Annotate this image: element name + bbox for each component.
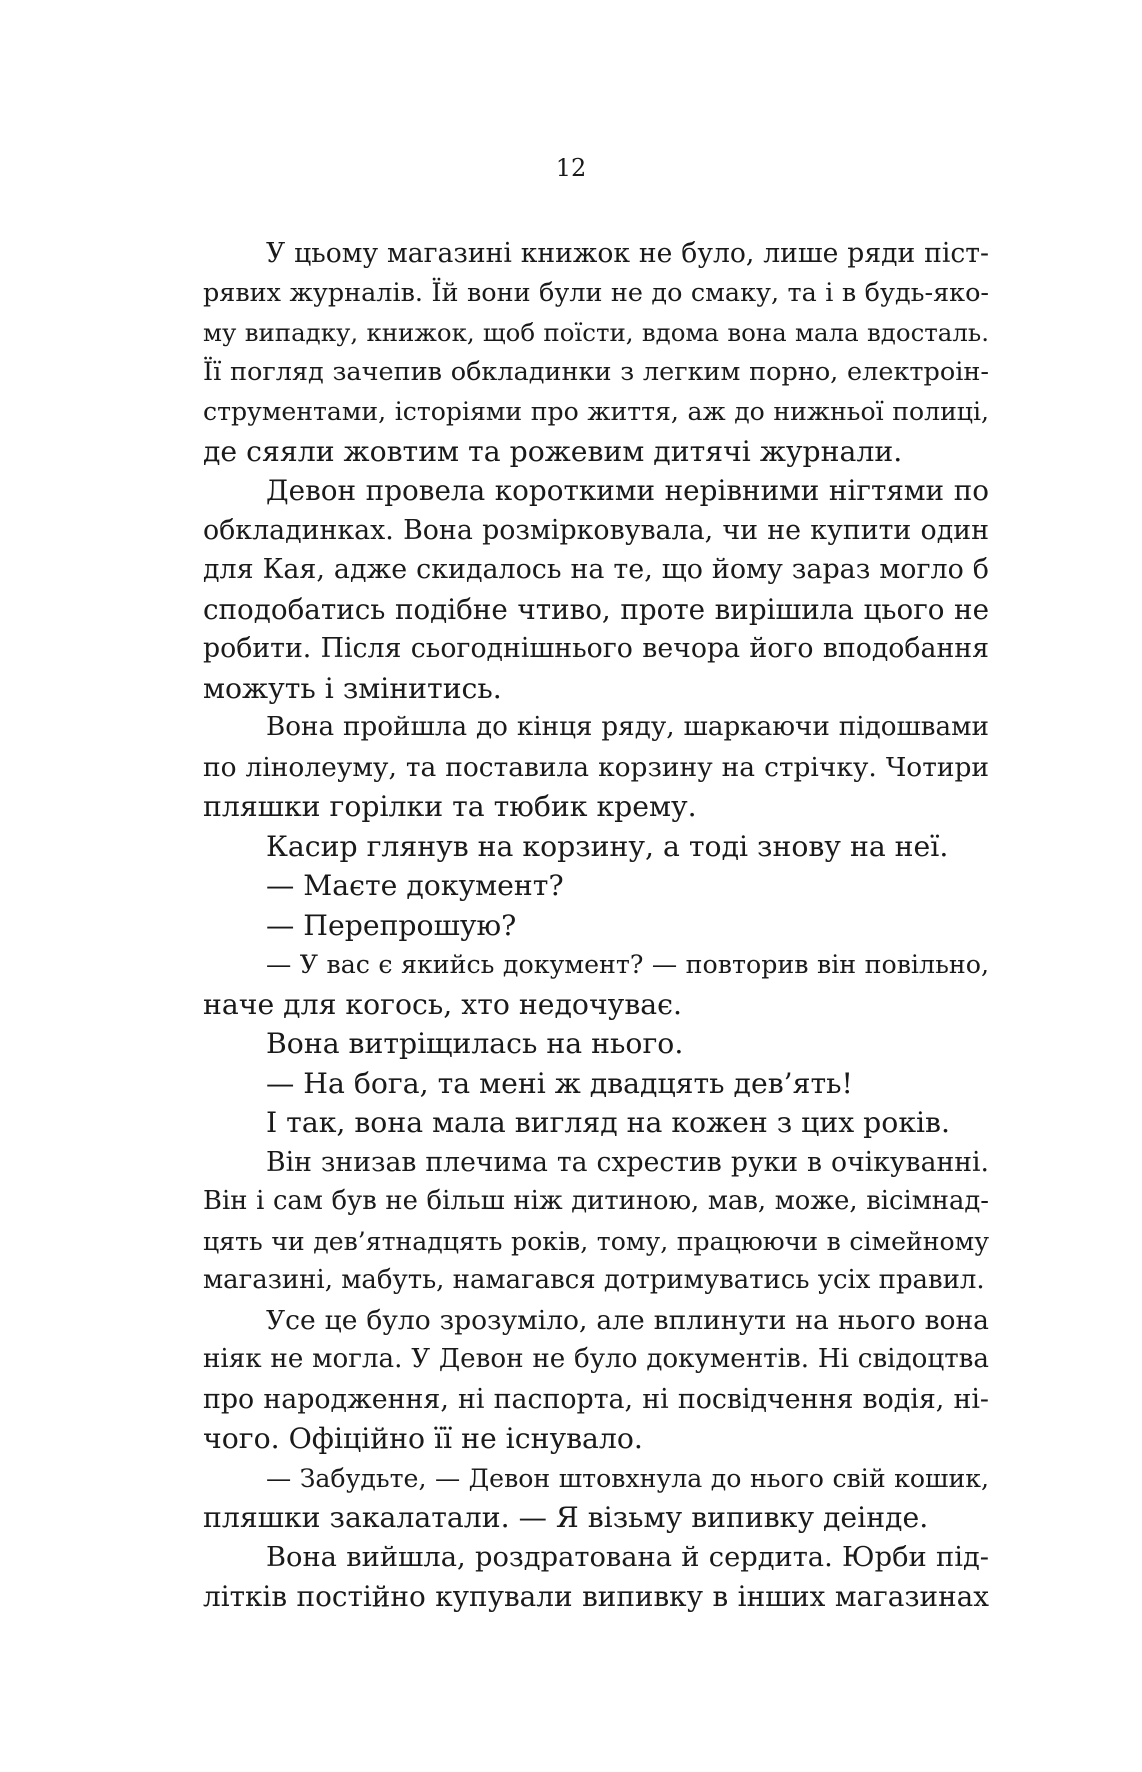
- text-line: — Маєте документ?: [266, 869, 564, 902]
- text-line: струментами, історіями про життя, аж до нижньої полиці,: [203, 397, 989, 426]
- text-line: Вона витріщилась на нього.: [266, 1027, 684, 1060]
- text-line: можуть і змінитись.: [203, 671, 502, 705]
- text-line: цять чи дев’ятнадцять років, тому, працюючи в сімейному: [203, 1226, 989, 1256]
- text-line: У цьому магазині книжок не було, лише ряди піст-: [266, 238, 989, 269]
- text-line: му випадку, книжок, щоб поїсти, вдома вона мала вдосталь.: [203, 318, 989, 347]
- text-line: Її погляд зачепив обкладинки з легким порно, електроін-: [203, 356, 989, 387]
- text-line: Усе це було зрозуміло, але вплинути на нього вона: [266, 1304, 989, 1336]
- text-line: для Кая, адже скидалось на те, що йому зараз могло б: [203, 554, 989, 585]
- body-text: [203, 234, 989, 1617]
- text-line: Вона вийшла, роздратована й сердита. Юрби під-: [266, 1541, 989, 1573]
- text-line: рявих журналів. Їй вони були не до смаку, та і в будь-яко-: [203, 277, 989, 308]
- text-line: сподобатись подібне чтиво, проте вирішила цього не: [203, 592, 989, 626]
- text-line: обкладинках. Вона розмірковувала, чи не купити один: [203, 514, 989, 546]
- text-line: літків постійно купували випивку в інших магазинах: [203, 1580, 989, 1613]
- text-line: Він знизав плечима та схрестив руки в очікуванні.: [266, 1146, 989, 1178]
- text-line: Касир глянув на корзину, а тоді знову на неї.: [266, 829, 949, 863]
- text-line: — На бога, та мені ж двадцять дев’ять!: [266, 1066, 853, 1100]
- text-line: чого. Офіційно її не існувало.: [203, 1422, 643, 1455]
- text-line: Вона пройшла до кінця ряду, шаркаючи підошвами: [266, 712, 989, 742]
- text-line: робити. Після сьогоднішнього вечора його вподобання: [203, 633, 989, 664]
- text-line: пляшки закалатали. — Я візьму випивку деінде.: [203, 1501, 929, 1534]
- text-line: по лінолеуму, та поставила корзину на стрічку. Чотири: [203, 751, 989, 783]
- text-line: — Перепрошую?: [266, 908, 517, 942]
- text-line: Девон провела короткими нерівними нігтями по: [266, 474, 989, 507]
- text-line: Він і сам був не більш ніж дитиною, мав, може, вісімнад-: [203, 1186, 989, 1216]
- page-number: 12: [555, 154, 587, 182]
- text-line: магазині, мабуть, намагався дотримуватись усіх правил.: [203, 1265, 985, 1295]
- text-line: І так, вона мала вигляд на кожен з цих років.: [266, 1106, 950, 1139]
- text-line: про народження, ні паспорта, ні посвідчення водія, ні-: [203, 1383, 989, 1415]
- text-line: наче для когось, хто недочуває.: [203, 987, 682, 1021]
- text-line: — У вас є якийсь документ? — повторив він повільно,: [266, 950, 989, 979]
- text-line: пляшки горілки та тюбик крему.: [203, 790, 697, 823]
- text-line: ніяк не могла. У Девон не було документів. Ні свідоцтва: [203, 1344, 989, 1374]
- text-line: де сяяли жовтим та рожевим дитячі журнали.: [203, 434, 903, 468]
- text-line: — Забудьте, — Девон штовхнула до нього свій кошик,: [266, 1463, 989, 1493]
